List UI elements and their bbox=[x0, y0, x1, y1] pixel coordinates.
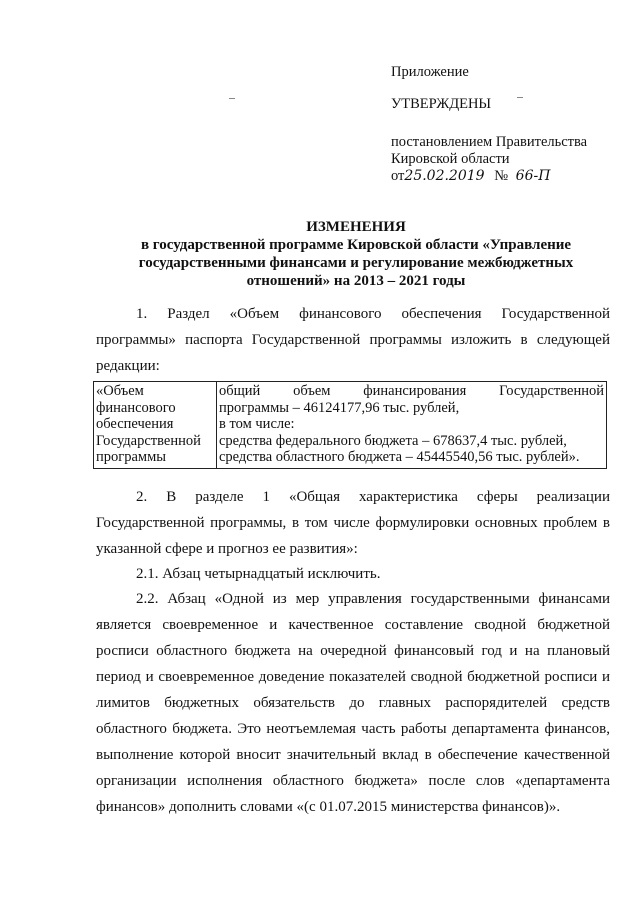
cell-line: программы – 46124177,96 тыс. рублей, bbox=[219, 399, 460, 416]
section-2-line: указанной сфере и прогноз ее развития»: bbox=[96, 541, 358, 557]
cell-line: средства областного бюджета – 45445540,56 тыс. рублей». bbox=[219, 449, 580, 465]
item-2-2-line: лимитов бюджетных обязательств до главных распорядителей средств bbox=[96, 695, 610, 711]
section-1-line: редакции: bbox=[96, 358, 160, 374]
cell-line: финансового bbox=[96, 399, 176, 416]
financing-label-cell bbox=[94, 382, 217, 469]
item-2-2-line: период и своевременное доведение показателей сводной бюджетной росписи и bbox=[96, 669, 610, 685]
financing-value-cell bbox=[217, 382, 607, 469]
item-2-2-line: организации исполнения областного бюджета» после слов «департамента bbox=[96, 773, 610, 789]
section-2-line: 2. В разделе 1 «Общая характеристика сферы реализации bbox=[136, 489, 610, 505]
section-1-line: 1. Раздел «Объем финансового обеспечения Государственной bbox=[136, 306, 610, 322]
item-2-2-line: 2.2. Абзац «Одной из мер управления государственными финансами bbox=[136, 591, 610, 607]
appendix-label: Приложение bbox=[391, 64, 469, 80]
handwritten-number: 66-П bbox=[515, 168, 551, 184]
item-2-2-line: является своевременное и качественное составление сводной бюджетной bbox=[96, 617, 610, 633]
item-2-1-line: 2.1. Абзац четырнадцатый исключить. bbox=[136, 566, 381, 582]
scan-mark bbox=[517, 97, 523, 98]
number-prefix: № bbox=[494, 168, 509, 184]
item-2-2 bbox=[96, 586, 610, 820]
scan-mark bbox=[229, 98, 235, 99]
cell-line: «Объем bbox=[96, 383, 144, 399]
doc-title-line3: отношений» на 2013 – 2021 годы bbox=[246, 273, 466, 289]
cell-line: обеспечения bbox=[96, 416, 174, 432]
date-prefix: от bbox=[391, 168, 405, 184]
section-2-line: Государственной программы, в том числе формулировки основных проблем в bbox=[96, 515, 610, 531]
section-1 bbox=[96, 301, 610, 379]
item-2-2-line: росписи областного бюджета на очередной финансовый год и на плановый bbox=[96, 643, 610, 659]
financing-table bbox=[93, 381, 607, 469]
doc-heading: ИЗМЕНЕНИЯ bbox=[306, 219, 406, 235]
item-2-2-line: областного бюджета. Это неотъемлемая часть работы департамента финансов, bbox=[96, 721, 610, 737]
section-1-line: программы» паспорта Государственной программы изложить в следующей bbox=[96, 332, 610, 348]
item-2-2-line: финансов» дополнить словами «(с 01.07.2015 министерства финансов)». bbox=[96, 799, 561, 815]
cell-line: в том числе: bbox=[219, 416, 295, 432]
cell-line: общий объем финансирования Государственной bbox=[219, 383, 604, 399]
handwritten-date: 25.02.2019 bbox=[404, 168, 485, 184]
item-2-2-line: выполнение которой вносит значительный вклад в обеспечение качественной bbox=[96, 747, 610, 763]
item-2-1 bbox=[96, 561, 610, 587]
approved-label: УТВЕРЖДЕНЫ bbox=[391, 96, 492, 112]
cell-line: средства федерального бюджета – 678637,4 тыс. рублей, bbox=[219, 432, 567, 449]
doc-title-line1: в государственной программе Кировской области «Управление bbox=[140, 237, 572, 253]
cell-line: программы bbox=[96, 449, 166, 465]
cell-line: Государственной bbox=[96, 432, 201, 449]
resolution-line1: постановлением Правительства bbox=[391, 134, 588, 150]
resolution-date-line bbox=[391, 167, 550, 185]
doc-title-line2: государственными финансами и регулирование межбюджетных bbox=[138, 255, 574, 271]
resolution-line2: Кировской области bbox=[391, 151, 510, 167]
section-2 bbox=[96, 484, 610, 562]
